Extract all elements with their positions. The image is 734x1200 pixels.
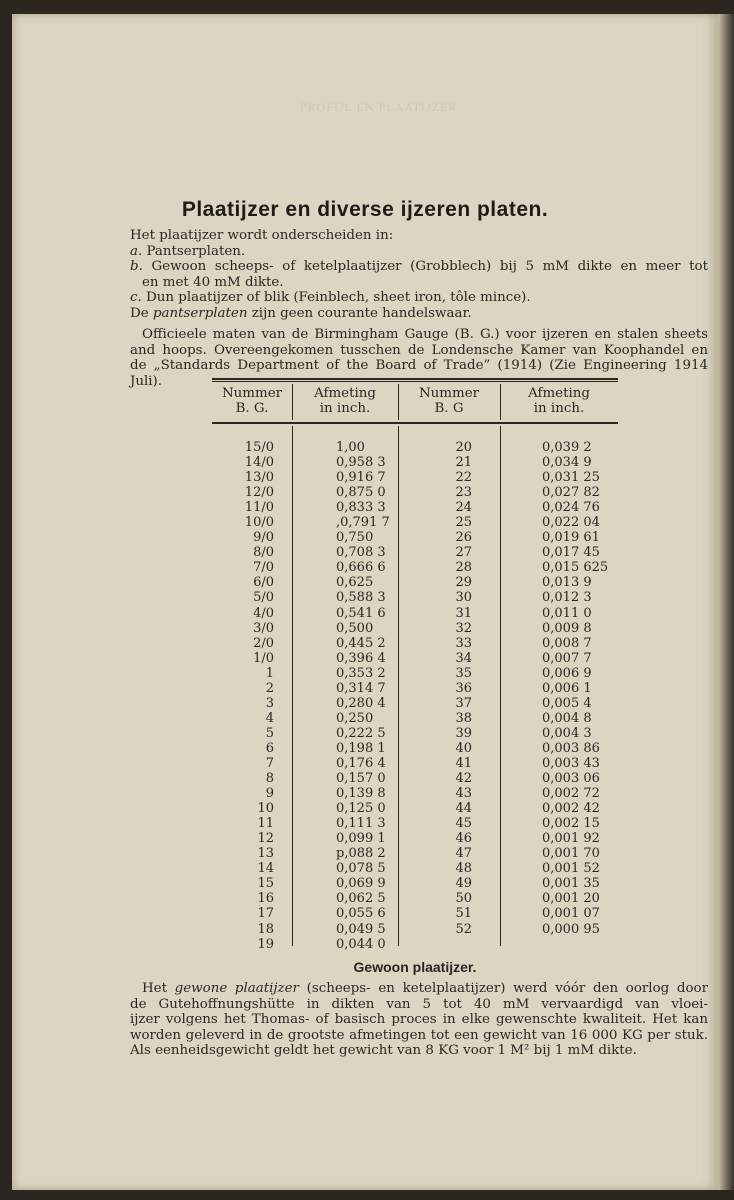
gewoon-paragraph (130, 981, 708, 1059)
table-cell-number: 50 (455, 891, 472, 907)
table-cell-number: 5/0 (253, 590, 274, 606)
table-cell-number: 4 (265, 710, 274, 726)
table-cell-number: 52 (455, 921, 472, 937)
table-cell-value: 0,750 (336, 530, 374, 546)
paragraph-line: and hoops. Overeengekomen tusschen de Londensche Kamer van Koophandel en (130, 342, 708, 358)
table-cell-value: 0,002 42 (542, 801, 600, 817)
table-cell-number: 42 (455, 771, 472, 787)
table-cell-number: 5 (265, 725, 274, 741)
table-cell-value: 1,00 (336, 440, 365, 455)
list-item-c (130, 290, 708, 306)
header-nummer-1: Nummer B. G. (221, 386, 283, 416)
column-left-numbers (226, 440, 274, 952)
table-cell-number: 43 (455, 786, 472, 802)
table-cell-value: 0,009 8 (542, 620, 592, 636)
table-cell-number: 37 (455, 695, 472, 711)
table-cell-number: 13 (257, 846, 274, 862)
table-cell-number: 19 (257, 936, 274, 952)
pantser-prefix: De (130, 305, 149, 321)
table-cell-number: 38 (455, 710, 472, 726)
table-header-rule (212, 422, 618, 424)
table-cell-number: 12 (257, 831, 274, 847)
intro-line: Het plaatijzer wordt onderscheiden in: (130, 228, 394, 243)
table-cell-number: 48 (455, 861, 472, 877)
column-right-values (542, 440, 652, 937)
paragraph-line: de Gutehoffnungshütte in dikten van 5 tot 40 mM vervaardigd van vloei- (130, 996, 708, 1012)
table-cell-value: 0,314 7 (336, 680, 386, 696)
table-cell-number: 34 (455, 650, 472, 666)
table-cell-value: 0,625 (336, 575, 374, 591)
table-cell-value: 0,541 6 (336, 605, 386, 621)
item-letter: a. (130, 243, 143, 259)
header-afmeting-1: Afmeting in inch. (314, 386, 376, 416)
table-cell-number: 21 (455, 455, 472, 471)
table-cell-number: 6 (265, 740, 274, 756)
item-text: Gewoon scheeps- of ketelplaatijzer (Grobblech) bij 5 mM dikte en meer tot (151, 259, 708, 274)
paragraph-line: ijzer volgens het Thomas- of basisch proces in elke gewenschte kwaliteit. Het kan (130, 1012, 708, 1027)
page-title: Plaatijzer en diverse ijzeren platen. (181, 198, 549, 221)
table-cell-value: 0,139 8 (336, 786, 386, 802)
table-cell-value: 0,280 4 (336, 695, 386, 711)
header-afmeting-2: Afmeting in inch. (528, 386, 590, 416)
table-cell-number: 3/0 (253, 620, 274, 636)
table-cell-value: 0,012 3 (542, 590, 592, 606)
table-cell-number: 29 (455, 575, 472, 591)
table-cell-value: 0,004 8 (542, 710, 592, 726)
table-cell-value: 0,069 9 (336, 876, 386, 892)
table-cell-value: 0,001 07 (542, 906, 600, 922)
table-cell-value: 0,588 3 (336, 590, 386, 606)
item-letter: b. (130, 259, 143, 274)
list-item-a (130, 244, 708, 260)
table-cell-number: 33 (455, 635, 472, 651)
page-edge (718, 14, 734, 1190)
item-text: Pantserplaten. (146, 243, 246, 259)
table-cell-value: 0,666 6 (336, 560, 386, 576)
table-cell-number: 8/0 (253, 545, 274, 561)
table-cell-number: 3 (265, 695, 274, 711)
table-cell-number: 24 (455, 500, 472, 516)
table-cell-number: 2/0 (253, 635, 274, 651)
p1-italic: gewone plaatijzer (174, 981, 299, 996)
table-cell-number: 17 (257, 906, 274, 922)
table-cell-value: 0,001 52 (542, 861, 600, 877)
table-cell-number: 2 (265, 680, 274, 696)
intro-section (130, 228, 708, 321)
item-text: Dun plaatijzer of blik (Feinblech, sheet iron, tôle mince). (146, 290, 531, 305)
table-cell-number: 49 (455, 876, 472, 892)
table-cell-value: 0,833 3 (336, 500, 386, 516)
table-cell-value: 0,011 0 (542, 605, 592, 621)
table-cell-number: 47 (455, 846, 472, 862)
item-letter: c. (130, 290, 142, 305)
table-cell-value: 0,198 1 (336, 740, 386, 756)
table-cell-value: 0,002 72 (542, 786, 600, 802)
paragraph-line (130, 981, 708, 997)
table-cell-number: 14 (257, 861, 274, 877)
section-heading: Gewoon plaatijzer. (353, 959, 477, 975)
table-cell-value: 0,003 06 (542, 771, 600, 787)
table-cell-value: 0,222 5 (336, 725, 386, 741)
table-cell-number: 9 (265, 786, 274, 802)
table-cell-number: 31 (455, 605, 472, 621)
table-top-rule (212, 378, 618, 380)
table-cell-value: 0,008 7 (542, 635, 592, 651)
column-divider (292, 426, 293, 946)
table-cell-value: 0,055 6 (336, 906, 386, 922)
table-cell-value: 0,396 4 (336, 650, 386, 666)
table-cell-value: 0,031 25 (542, 470, 600, 486)
table-cell-number: 39 (455, 725, 472, 741)
table-cell-number: 40 (455, 740, 472, 756)
table-cell-value: 0,125 0 (336, 801, 386, 817)
table-cell-value: 0,006 9 (542, 665, 592, 681)
table-cell-number: 45 (455, 816, 472, 832)
table-cell-value: 0,001 35 (542, 876, 600, 892)
table-cell-value: 0,001 70 (542, 846, 600, 862)
table-cell-value: 0,003 43 (542, 755, 600, 771)
table-cell-value: 0,017 45 (542, 545, 600, 561)
table-cell-number: 26 (455, 530, 472, 546)
table-cell-value: 0,500 (336, 620, 374, 636)
table-cell-value: 0,001 92 (542, 831, 600, 847)
table-cell-value: 0,024 76 (542, 500, 600, 516)
table-cell-number: 15/0 (244, 440, 274, 455)
table-cell-value: 0,062 5 (336, 891, 386, 907)
table-cell-value: 0,445 2 (336, 635, 386, 651)
table-cell-number: 16 (257, 891, 274, 907)
list-item-b-cont: en met 40 mM dikte. (142, 274, 284, 290)
p1-prefix: Het (142, 981, 167, 996)
table-cell-number: 46 (455, 831, 472, 847)
table-cell-number: 9/0 (253, 530, 274, 546)
table-top-rule-thin (212, 381, 618, 382)
table-cell-number: 41 (455, 755, 472, 771)
column-divider (500, 426, 501, 946)
table-cell-value: 0,875 0 (336, 485, 386, 501)
table-cell-number: 10 (257, 801, 274, 817)
table-cell-number: 10/0 (244, 515, 274, 531)
table-cell-value: 0,034 9 (542, 455, 592, 471)
table-cell-number: 20 (455, 440, 472, 455)
table-cell-number: 23 (455, 485, 472, 501)
table-cell-value: 0,002 15 (542, 816, 600, 832)
header-nummer-2: Nummer B. G (418, 386, 480, 416)
paragraph-line: worden geleverd in de grootste afmetingen tot een gewicht van 16 000 KG per stuk. (130, 1027, 708, 1043)
table-cell-number: 30 (455, 590, 472, 606)
paragraph-line: Als eenheidsgewicht geldt het gewicht van 8 KG voor 1 M² bij 1 mM dikte. (130, 1043, 637, 1058)
table-cell-value: 0,039 2 (542, 440, 592, 455)
table-cell-number: 27 (455, 545, 472, 561)
table-cell-value: 0,004 3 (542, 725, 592, 741)
table-cell-value: 0,958 3 (336, 455, 386, 471)
table-cell-number: 8 (265, 771, 274, 787)
table-cell-number: 6/0 (253, 575, 274, 591)
table-cell-value: 0,005 4 (542, 695, 592, 711)
pantser-suffix: zijn geen courante handelswaar. (251, 305, 472, 321)
table-cell-value: 0,157 0 (336, 771, 386, 787)
table-cell-number: 15 (257, 876, 274, 892)
table-cell-value: 0,353 2 (336, 665, 386, 681)
table-cell-value: 0,003 86 (542, 740, 600, 756)
table-cell-value: 0,916 7 (336, 470, 386, 486)
table-cell-number: 11/0 (244, 500, 274, 516)
bleed-through-header: PROFIJL EN PLAATIJZER (300, 100, 458, 114)
pantser-italic: pantserplaten (152, 305, 248, 321)
table-cell-number: 7/0 (253, 560, 274, 576)
table-cell-value: 0,007 7 (542, 650, 592, 666)
table-cell-number: 13/0 (244, 470, 274, 486)
table-cell-value: 0,250 (336, 710, 374, 726)
table-cell-value: ,0,791 7 (336, 515, 390, 531)
table-cell-value: 0,078 5 (336, 861, 386, 877)
table-cell-number: 51 (455, 906, 472, 922)
table-cell-number: 35 (455, 665, 472, 681)
table-cell-number: 14/0 (244, 455, 274, 471)
book-page (12, 14, 718, 1190)
table-cell-number: 7 (265, 755, 274, 771)
table-cell-value: 0,019 61 (542, 530, 600, 546)
pantser-line (130, 306, 708, 322)
table-cell-number: 28 (455, 560, 472, 576)
table-cell-number: 25 (455, 515, 472, 531)
table-cell-number: 36 (455, 680, 472, 696)
table-cell-value: 0,176 4 (336, 755, 386, 771)
table-cell-number: 11 (257, 816, 274, 832)
table-cell-number: 22 (455, 470, 472, 486)
paragraph-line: Officieele maten van de Birmingham Gauge (B. G.) voor ijzeren en stalen sheets (142, 327, 708, 342)
list-item-b (130, 259, 708, 275)
table-cell-value: 0,001 20 (542, 891, 600, 907)
p1-suffix: (scheeps- en ketelplaatijzer) werd vóór den oorlog door (306, 981, 708, 996)
column-left-values (336, 440, 436, 952)
table-cell-value: 0,111 3 (336, 816, 386, 832)
table-cell-number: 12/0 (244, 485, 274, 501)
column-right-numbers (432, 440, 472, 937)
table-cell-value: 0,015 625 (542, 560, 609, 576)
table-cell-number: 18 (257, 921, 274, 937)
table-cell-number: 1/0 (253, 650, 274, 666)
table-cell-value: 0,013 9 (542, 575, 592, 591)
table-cell-number: 1 (265, 665, 274, 681)
table-cell-value: 0,049 5 (336, 921, 386, 937)
table-cell-value: 0,000 95 (542, 921, 600, 937)
table-cell-value: 0,027 82 (542, 485, 600, 501)
paragraph-line: de „Standards Department of the Board of Trade” (1914) (Zie Engineering 1914 Juli). (130, 358, 708, 389)
table-cell-value: 0,099 1 (336, 831, 386, 847)
table-cell-number: 32 (455, 620, 472, 636)
table-cell-value: 0,006 1 (542, 680, 592, 696)
table-cell-number: 4/0 (253, 605, 274, 621)
table-cell-value: 0,044 0 (336, 936, 386, 952)
table-cell-value: 0,022 04 (542, 515, 600, 531)
table-cell-value: 0,708 3 (336, 545, 386, 561)
table-cell-value: p,088 2 (336, 846, 386, 862)
table-cell-number: 44 (455, 801, 472, 817)
